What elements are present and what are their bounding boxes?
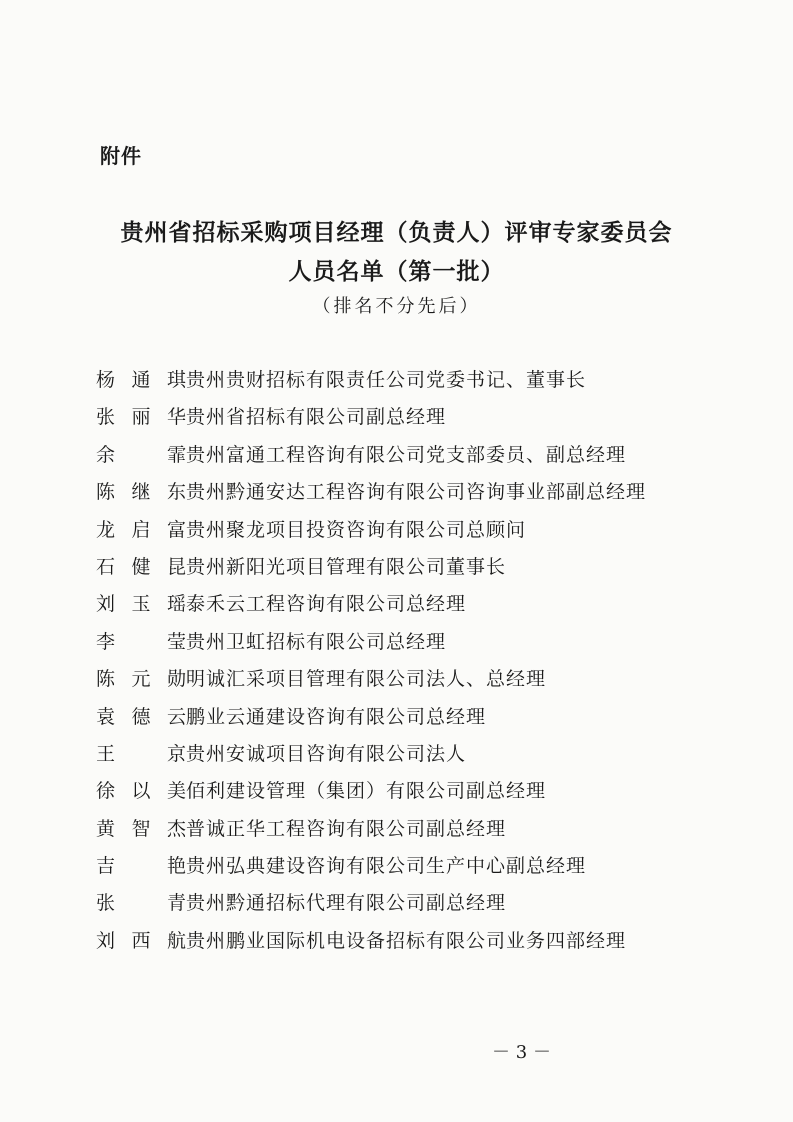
member-organization: 贵州聚龙项目投资咨询有限公司总顾问 bbox=[186, 518, 527, 541]
member-organization: 贵州鹏业国际机电设备招标有限公司业务四部经理 bbox=[186, 929, 627, 952]
member-organization: 贵州黔通招标代理有限公司副总经理 bbox=[186, 892, 507, 915]
member-organization: 佰利建设管理（集团）有限公司副总经理 bbox=[186, 780, 547, 803]
member-organization: 贵州卫虹招标有限公司总经理 bbox=[186, 630, 447, 653]
member-row bbox=[96, 773, 716, 810]
member-list bbox=[96, 362, 716, 960]
attachment-label: 附件 bbox=[100, 144, 142, 168]
member-name: 杨通琪 bbox=[96, 369, 186, 391]
member-row bbox=[96, 699, 716, 736]
member-organization: 普诚正华工程咨询有限公司副总经理 bbox=[186, 817, 507, 840]
member-name: 龙启富 bbox=[96, 518, 186, 541]
member-name: 刘西航 bbox=[96, 929, 186, 952]
member-row bbox=[96, 624, 716, 661]
member-row bbox=[96, 399, 716, 436]
member-name: 袁德云 bbox=[96, 705, 186, 728]
member-name: 黄智杰 bbox=[96, 817, 186, 840]
member-organization: 贵州富通工程咨询有限公司党支部委员、副总经理 bbox=[186, 443, 627, 466]
member-organization: 贵州安诚项目咨询有限公司法人 bbox=[186, 742, 467, 765]
member-name: 王 京 bbox=[96, 742, 186, 765]
document-title-line-2: 人员名单（第一批） bbox=[288, 258, 505, 285]
member-row bbox=[96, 437, 716, 474]
member-row bbox=[96, 811, 716, 848]
member-organization: 贵州新阳光项目管理有限公司董事长 bbox=[186, 555, 507, 578]
member-name: 陈元勋 bbox=[96, 668, 186, 691]
member-row bbox=[96, 362, 716, 399]
member-name: 张丽华 bbox=[96, 406, 186, 429]
member-organization: 鹏业云通建设咨询有限公司总经理 bbox=[186, 705, 487, 728]
member-name: 石健昆 bbox=[96, 555, 186, 578]
member-row bbox=[96, 474, 716, 511]
member-row bbox=[96, 848, 716, 885]
member-row bbox=[96, 923, 716, 960]
member-organization: 贵州贵财招标有限责任公司党委书记、董事长 bbox=[186, 369, 587, 391]
member-name: 刘玉瑶 bbox=[96, 593, 186, 616]
page-number: － 3 － bbox=[492, 1042, 551, 1063]
member-organization: 贵州省招标有限公司副总经理 bbox=[186, 406, 447, 429]
member-name: 吉 艳 bbox=[96, 855, 186, 878]
member-name: 李 莹 bbox=[96, 630, 186, 653]
member-organization: 明诚汇采项目管理有限公司法人、总经理 bbox=[186, 668, 547, 691]
member-row bbox=[96, 736, 716, 773]
document-title-line-1: 贵州省招标采购项目经理（负责人）评审专家委员会 bbox=[120, 219, 673, 246]
member-row bbox=[96, 661, 716, 698]
member-name: 陈继东 bbox=[96, 481, 186, 504]
member-row bbox=[96, 586, 716, 623]
member-row bbox=[96, 512, 716, 549]
member-organization: 贵州弘典建设咨询有限公司生产中心副总经理 bbox=[186, 855, 587, 878]
member-name: 张 青 bbox=[96, 892, 186, 915]
member-name: 余 霏 bbox=[96, 443, 186, 466]
document-subtitle: （排名不分先后） bbox=[312, 296, 481, 317]
member-row bbox=[96, 549, 716, 586]
member-row bbox=[96, 885, 716, 922]
member-organization: 贵州黔通安达工程咨询有限公司咨询事业部副总经理 bbox=[186, 481, 647, 504]
member-organization: 泰禾云工程咨询有限公司总经理 bbox=[186, 593, 467, 616]
member-name: 徐以美 bbox=[96, 780, 186, 803]
